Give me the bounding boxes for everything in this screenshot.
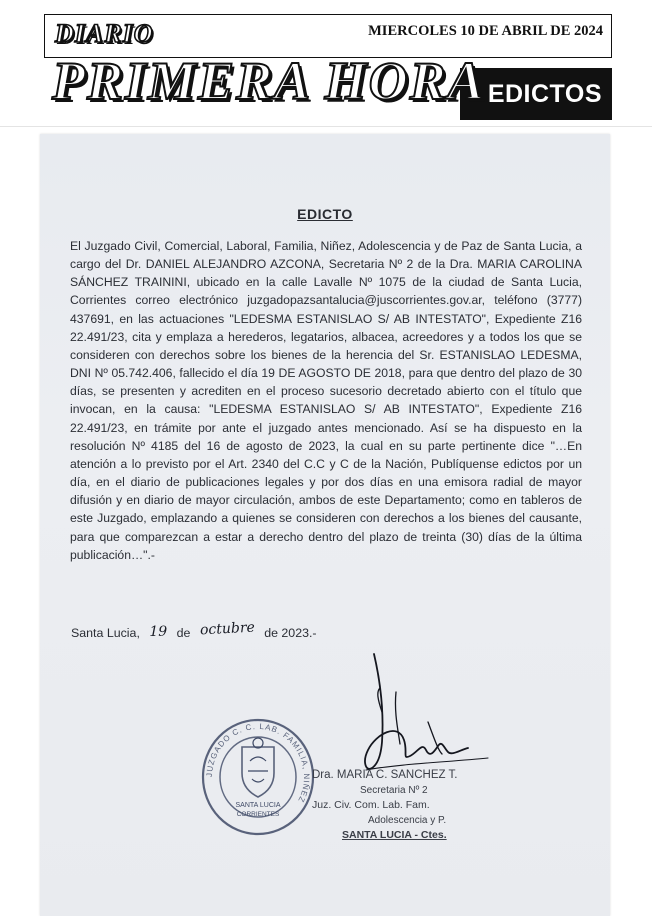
- masthead: [44, 14, 612, 126]
- document-title: EDICTO: [297, 206, 353, 222]
- stamp-center-line-1: SANTA LUCIA: [235, 802, 281, 809]
- scanned-document: [40, 134, 610, 916]
- court-seal-stamp: [200, 717, 316, 837]
- signature-line-city: SANTA LUCIA - Ctes.: [342, 829, 447, 841]
- signature-line-court: Juz. Civ. Com. Lab. Fam.: [312, 799, 430, 811]
- document-body: El Juzgado Civil, Comercial, Laboral, Familia, Niñez, Adolescencia y de Paz de Santa Lucia, a cargo del Dr. DANIEL ALEJANDRO AZCONA, Secretaria Nº 2 de la Dra. MARIA CAROLINA SÁNCHEZ TRAININI, ubicado en la calle Lavalle Nº 1075 de la ciudad de Santa Lucia, Corrientes correo electrónico juzgadopazsantalucia@juscorrientes.gov.ar, teléfono (3777) 437691, en las actuaciones "LEDESMA ESTANISLAO S/ AB INTESTATO", Expediente Z16 22.491/23, cita y emplaza a herederos, legatarios, albacea, acreedores y a todos los que se consideren con derechos sobre los bienes de la herencia del Sr. ESTANISLAO LEDESMA, DNI Nº 05.742.406, fallecido el día 19 DE AGOSTO DE 2018, para que dentro del plazo de 30 días, se presenten y acrediten en el proceso sucesorio decretado abierto con el título que invocan, en la causa: "LEDESMA ESTANISLAO S/ AB INTESTATO", Expediente Z16 22.491/23, en trámite por ante el juzgado antes mencionado. Así se ha dispuesto en la resolución Nº 4185 del 16 de agosto de 2023, la cual en su parte pertinente dice "…En atención a lo previsto por el Art. 2340 del C.C y C de la Nación, Publíquense edictos por un día, en el diario de publicaciones legales y por dos días en una emisora radial de mayor difusión y en diario de mayor circulación, ambos de este Departamento; como en tableros de este Juzgado, emplazando a quienes se consideren con derechos a los bienes del causante, para que comparezcan a estar a derecho dentro del plazo de treinta (30) días de la última publicación…".-: [70, 239, 582, 562]
- signature-stamp-block: [312, 768, 512, 843]
- closing-de: de: [176, 626, 191, 640]
- signature-line-dept: Adolescencia y P.: [368, 815, 447, 826]
- closing-year: de 2023.-: [264, 626, 317, 640]
- stamp-center-line-2: CORRIENTES: [236, 811, 280, 818]
- masthead-divider: [0, 126, 652, 127]
- signature-line-title: Secretaria Nº 2: [360, 785, 428, 796]
- closing-line: [71, 619, 317, 641]
- handwritten-month: octubre: [199, 619, 256, 639]
- brand-diario: DIARIO: [55, 19, 154, 48]
- publication-date: MIERCOLES 10 DE ABRIL DE 2024: [368, 23, 603, 39]
- stamp-ring-text: JUZGADO C. C. LAB. FAMILIA, NIÑEZ: [204, 721, 312, 805]
- brand-primera-hora: PRIMERA HORA: [52, 51, 486, 111]
- handwritten-day: 19: [149, 624, 168, 640]
- section-label: EDICTOS: [487, 80, 602, 108]
- signature-line-name: Dra. MARIA C. SANCHEZ T.: [312, 769, 458, 781]
- closing-place: Santa Lucia,: [71, 626, 140, 640]
